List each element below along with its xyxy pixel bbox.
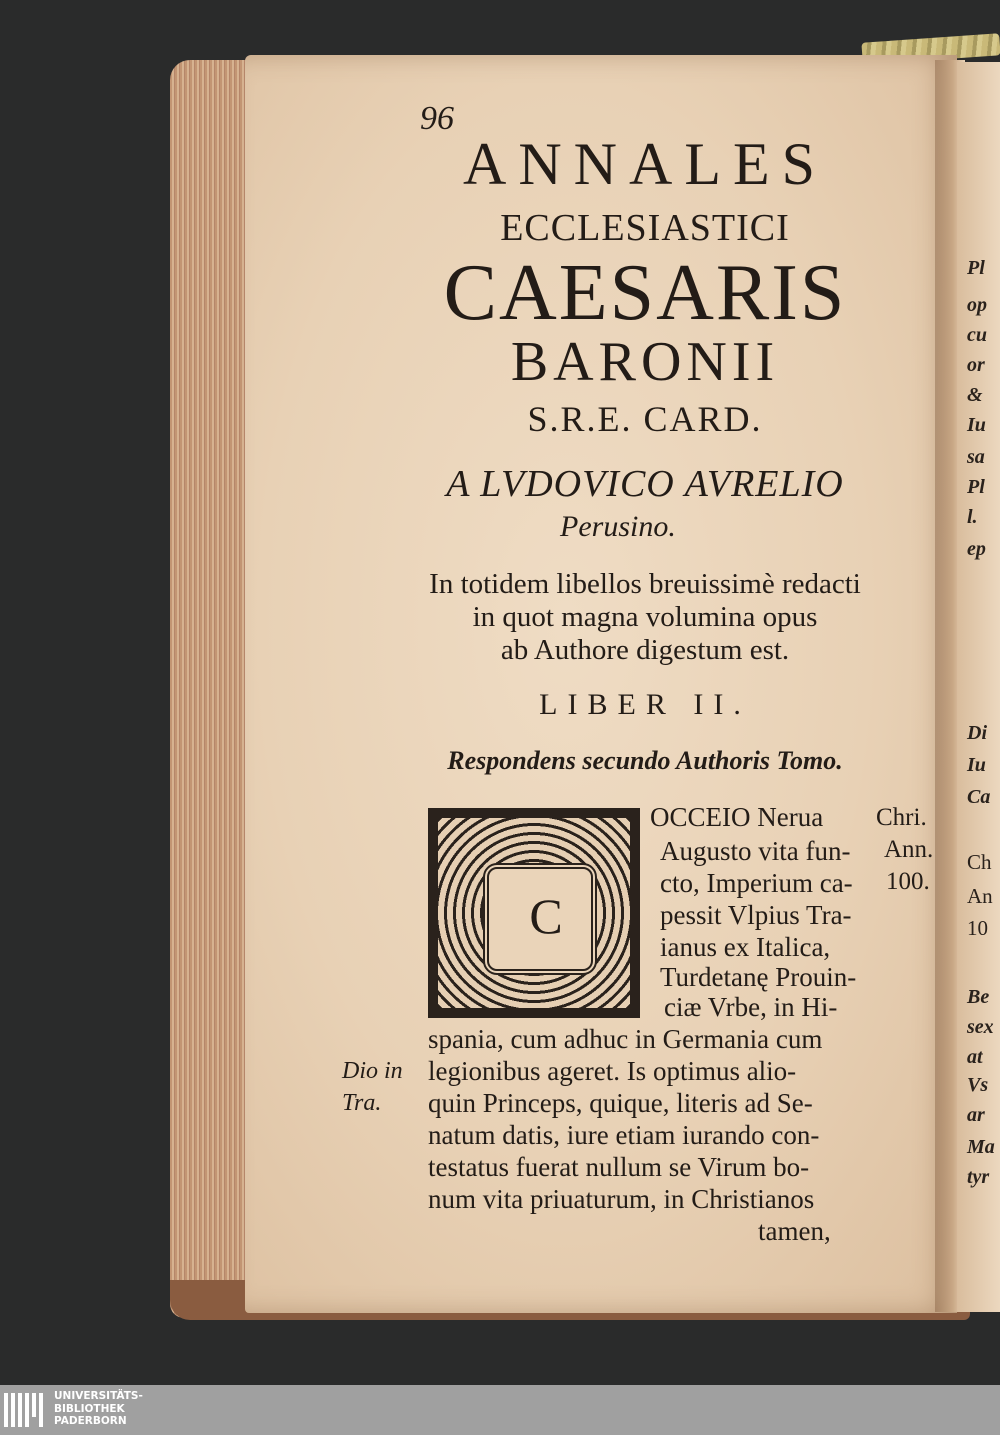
decorated-initial (428, 808, 640, 1018)
facing-fragment: cu (967, 324, 987, 346)
side-note-line: Chri. (876, 804, 927, 831)
body-line: testatus fuerat nullum se Virum bo- (428, 1152, 810, 1182)
margin-note-line: Dio in (342, 1058, 403, 1084)
facing-fragment: Di (967, 722, 987, 744)
title-line: BARONII (510, 331, 780, 393)
facing-fragment: Ma (967, 1136, 995, 1158)
description-line: In totidem libellos breuissimè redacti (429, 568, 861, 600)
body-line: cto, Imperium ca- (660, 868, 853, 898)
facing-fragment: at (967, 1046, 983, 1068)
body-line: quin Princeps, quique, literis ad Se- (428, 1088, 813, 1118)
facing-fragment: Pl (967, 257, 985, 279)
facing-fragment: Vs (967, 1074, 989, 1096)
facing-fragment: sex (967, 1016, 994, 1038)
facing-fragment: & (967, 384, 983, 406)
library-name (54, 1390, 143, 1428)
facing-fragment: Pl (967, 476, 985, 498)
title-line: CAESARIS (443, 249, 847, 337)
facing-fragment: ar (967, 1104, 985, 1126)
description-line: ab Authore digestum est. (500, 634, 790, 666)
facing-page (957, 62, 1000, 1312)
facing-fragment: op (967, 294, 987, 316)
page-number: 96 (420, 100, 454, 137)
author-line: A LVDOVICO AVRELIO (446, 463, 844, 505)
facing-fragment: l. (967, 506, 978, 528)
body-line: ciæ Vrbe, in Hi- (664, 992, 838, 1022)
facing-fragment: sa (967, 446, 985, 468)
body-line: pessit Vlpius Tra- (660, 900, 852, 930)
body-line: num vita priuaturum, in Christianos (428, 1184, 815, 1214)
body-line: tamen, (758, 1216, 831, 1246)
body-line: legionibus ageret. Is optimus alio- (428, 1056, 797, 1086)
facing-fragment: Be (967, 986, 990, 1008)
facing-fragment: 10 (967, 916, 988, 940)
facing-fragment: or (967, 354, 985, 376)
facing-fragment: Iu (967, 754, 986, 776)
body-line: Augusto vita fun- (660, 836, 851, 866)
side-note-line: Ann. (884, 836, 934, 863)
body-line: OCCEIO Nerua (650, 802, 824, 832)
facing-fragment: Ca (967, 786, 991, 808)
facing-fragment: Iu (967, 414, 986, 436)
library-name-line: BIBLIOTHEK (54, 1402, 125, 1415)
title-line: S.R.E. CARD. (527, 399, 763, 439)
footer-bar (0, 1385, 1000, 1435)
body-line: Turdetanę Prouin- (660, 962, 857, 992)
facing-fragment: ep (967, 538, 986, 560)
library-name-line: UNIVERSITÄTS- (54, 1390, 143, 1402)
margin-note-line: Tra. (342, 1090, 382, 1116)
book-heading: LIBER II. (539, 688, 751, 721)
body-line: natum datis, iure etiam iurando con- (428, 1120, 820, 1150)
library-logo-icon (4, 1393, 48, 1427)
side-note-line: 100. (886, 868, 930, 895)
facing-fragment: An (967, 884, 993, 908)
body-line: spania, cum adhuc in Germania cum (428, 1024, 823, 1054)
initial-letter: C (529, 888, 563, 944)
library-name-line: PADERBORN (54, 1415, 127, 1427)
facing-fragment: tyr (967, 1166, 990, 1188)
subtitle: Respondens secundo Authoris Tomo. (447, 746, 843, 775)
description-line: in quot magna volumina opus (472, 601, 818, 633)
initial-frame (483, 863, 597, 975)
facing-fragment: Ch (967, 850, 992, 874)
body-line: ianus ex Italica, (660, 932, 831, 962)
title-line: ECCLESIASTICI (500, 207, 790, 249)
title-line: ANNALES (463, 131, 827, 197)
author-line: Perusino. (560, 510, 676, 543)
